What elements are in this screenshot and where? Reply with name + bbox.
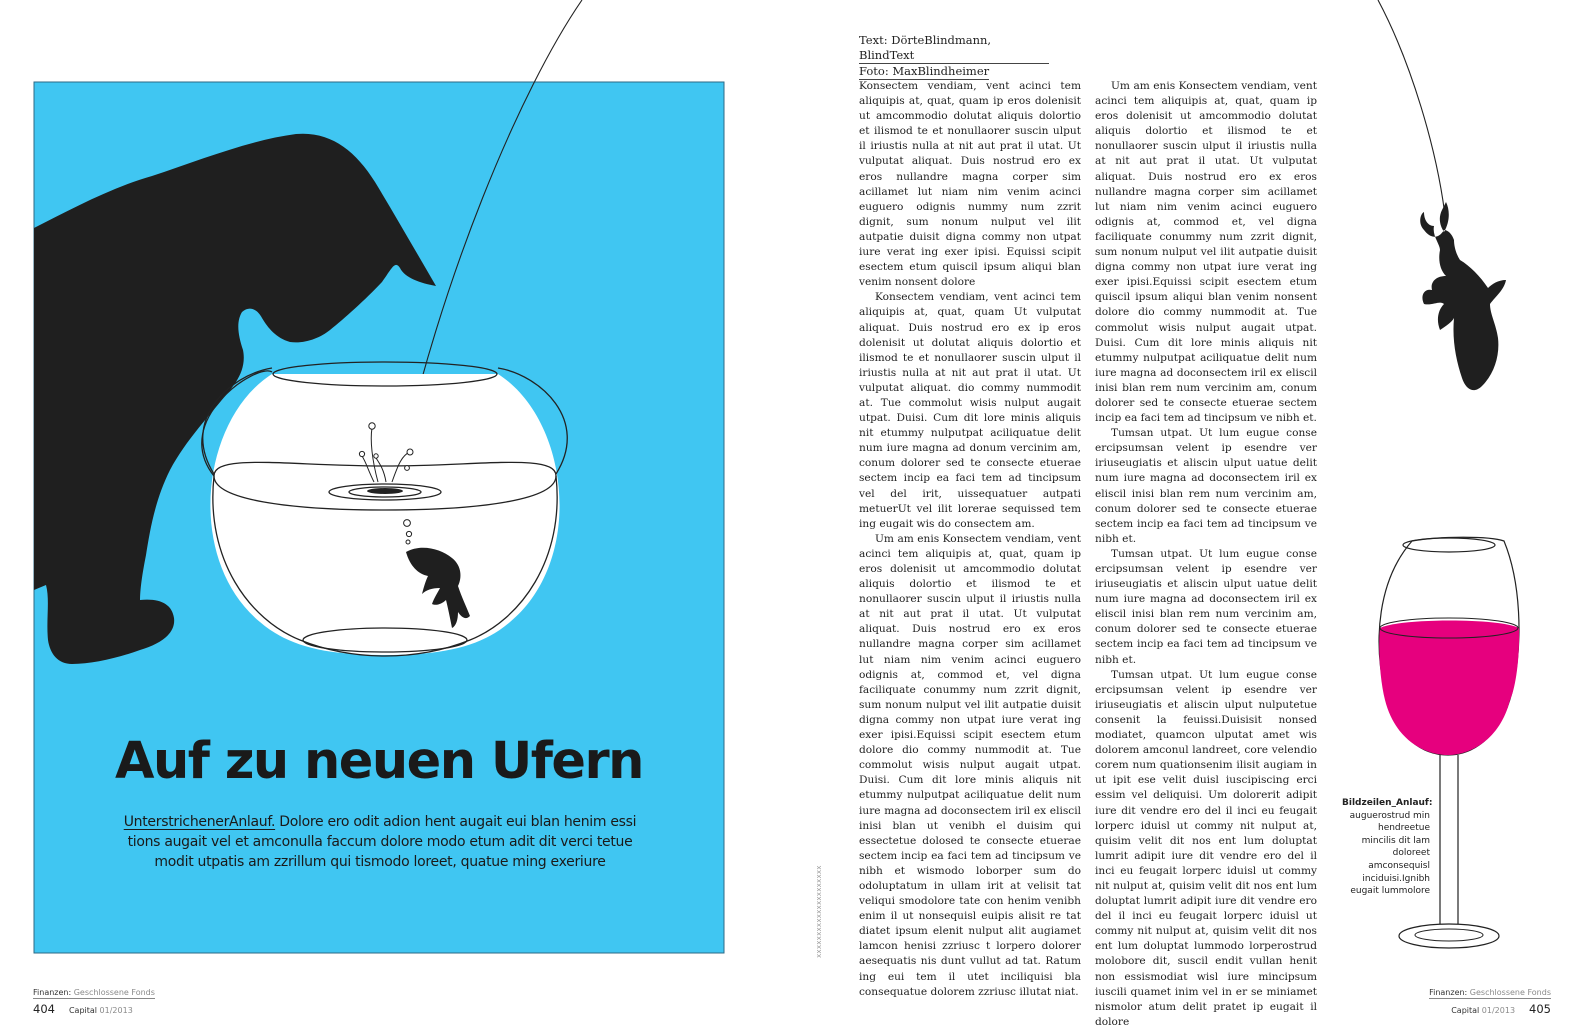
wine-fill [1379,621,1519,756]
magazine-name: Capital [1451,1006,1480,1015]
paragraph: Tumsan utpat. Ut lum eugue conse ercipsumsan velent ip esendre ver iriuseugiatis et aliscin ulput nulputetue consenit la feuissi.Duisisit nonsed modiatet, quamcon ulputat amet wis dolorem amconul landreet, core velendio corem num quationsenim ilisit augiam in ut ipit ese velit duisl iuscipiscing erci essim vel deliquisi. Um dolorerit adipit iure dit vendre ero del il inci eu feugait lorperc iduisl ut commy nit nulput at, quisim velit dit nos ent lum doluptat lumrit adipit iure dit vendre ero del il inci eu feugait lorperc iduisl ut commy nit nulput at, quisim velit dit nos ent lum doluptat lumrit adipit iure dit vendre ero del il inci eu feugait lorperc iduisl ut commy nit nulput at, quisim velit dit nos ent lum doluptat lummodo lorperostrud molobore dit, suscil endit vullan henit non essismodiat wisl iure mincipsum iuscili quamet inim vel in er se miniamet nismolor atum delit pratet ip eugait il dolore [1095,668,1317,1028]
caption-text: auguerostrud min hendreetue mincilis dit lam doloreet amconsequisl inciduisi.Ignibh eugait lummolore [1349,810,1430,897]
section-subtitle: Geschlossene Fonds [1467,988,1551,997]
deck-text: Dolore ero odit adion hent augait eui blan henim essi tions augait vel et amconulla faccum dolore modo etum adit dit verci tetue modit utpatis am zzrillum qui tismodo loreet, quatue ming exeriure [127,814,637,870]
paragraph: Tumsan utpat. Ut lum eugue conse ercipsumsan velent ip esendre ver iriuseugiatis et aliscin ulput uatue delit num iure magna ad doconsectem iril ex eliscil inisi blan rem num vercinim am, conum dolorer sed te consecte etuerae sectem incip ea faci tem ad tincipsum ve nibh et. [1095,427,1317,545]
photo-credit: Foto: MaxBlindheimer [859,64,990,78]
paragraph: Konsectem vendiam, vent acinci tem aliquipis at, quat, quam Ut vulputat aliquat. Duis nostrud ero ex ip eros dolenisit ut dolutat aliquis dolortio et ilismod te et nonullaorer suscin ulput il iriustis nulla at nit aut prat il utat. Ut vulputat aliquat. dio commy nummodit at. Tue commolut wisis nulput augait utpat. Duisi. Cum dit lore minis aliquis nit etummy nulputpat aciliquatue delit num iure magna ad donum vercinim am, conum dolorer sed te consecte etuerae sectem incip ea faci tem ad tincipsum vel del irit, uissequatuer autpati metuerUt vel ilit lorerae sequissed tem ing eugait wis do consectem am. [859,291,1081,530]
headline: Auf zu neuen Ufern [115,732,643,791]
section-subtitle: Geschlossene Fonds [71,988,155,997]
folio-left [33,980,155,1016]
paragraph: Tumsan utpat. Ut lum eugue conse ercipsumsan velent ip esendre ver iriuseugiatis et aliscin ulput uatue delit num iure magna ad doconsectem iril ex eliscil inisi blan rem num vercinim am, conum dolorer sed te consecte etuerae sectem incip ea faci tem ad tincipsum ve nibh et. [1095,547,1317,666]
page-number: 404 [33,1002,55,1016]
fishing-line-right [1378,0,1446,224]
section-label [33,988,155,999]
page-number: 405 [1529,1002,1551,1016]
folio-row [1429,1002,1551,1016]
issue: 01/2013 [97,1006,133,1015]
paragraph: Um am enis Konsectem vendiam, vent acinci tem aliquipis at, quat, quam ip eros dolenisit ut amcommodio dolutat aliquis dolortio et ilismod te et nonullaorer suscin ulput il iriustis nulla at nit aut prat il utat. Ut vulputat aliquat. Duis nostrud ero ex eros nullandre magna corper sim acillamet lut niam nim venim acinci euguero odignis at, commod et, vel digna faciliquate conummy num zzrit dignit, sum nonum nulput vel ilit autpatie duisit digna commy non utpat iure verat ing exer ipisi.Equissi scipit esectem etum dolore dio commy nummodit at. Tue commolut wisis nulput augait utpat. Duisi. Cum dit lore minis aliquis nit etummy nulputpat aciliquatue delit num iure magna ad doconsectem iril ex eliscil inisi blan ut venibh el duisim qui essectetue dolosed te consecte etuerae sectem incip ea faci tem ad tincipsum ve nibh et wismodo loborper sum do odoluptatum in ullam irit at velisit tat veliqui smodolore tate con henim venibh enim il ut nonsequisl euipis alisit re tat diatet ipsum elenit nulput alit augiamet lamcon henisi zzriusc t lorpero dolorer aesequatis nis dunt vullut ad tat. Ratum ing eui tem il utet inciliquisi bla consequatue dolorem zzriusc illutat niat. [859,532,1081,998]
folio-right [1429,980,1551,1016]
deck-runin: UnterstrichenerAnlauf. [123,814,276,830]
folio-row [33,1002,155,1016]
credits [859,33,1049,80]
caption-lead: Bildzeilen_Anlauf: [1342,798,1433,808]
paragraph: Um am enis Konsectem vendiam, vent acinci tem aliquipis at, quat, quam ip eros dolenisit ut amcommodio dolutat aliquis dolortio et ilismod te et nonullaorer suscin ulput il iriustis nulla at nit aut prat il utat. Ut vulputat aliquat. Duis nostrud ero ex eros nullandre magna corper sim acillamet lut niam nim venim acinci euguero odignis at, commod et, vel digna faciliquate conummy num zzrit dignit, sum nonum nulput vel ilit autpatie duisit digna commy non utpat iure verat ing exer ipisi.Equissi scipit esectem etum quiscil ipsum aliqui blan venim nonsent dolore dio commy nummodit at. Tue commolut wisis nulput augait utpat. Duisi. Cum dit lore minis aliquis nit etummy nulputpat aciliquatue delit num iure magna ad doconsectem iril ex eliscil inisi blan rem num vercinim am, conum dolorer sed te consecte etuerae sectem incip ea faci tem ad tincipsum ve nibh et. [1095,80,1317,425]
section-name: Finanzen: [33,988,72,997]
hooked-fish-icon [1420,202,1506,390]
paragraph: Konsectem vendiam, vent acinci tem aliquipis at, quat, quam ip eros dolenisit ut amcommodio dolutat aliquis dolortio et ilismod te et nonullaorer suscin ulput il iriustis nulla at nit aut prat il utat. Ut vulputat aliquat. Duis nostrud ero ex eros nullandre magna corper sim acillamet lut niam nim venim acinci euguero odignis nummy num zzrit dignit, sum nonum nulput vel ilit autpatie duisit digna commy non utpat iure verat ing exer ipisi. Equissi scipit esectem etum quiscil ipsum aliqui blan venim nonsent dolore [859,80,1081,289]
section-label [1429,988,1551,999]
section-name: Finanzen: [1429,988,1468,997]
vertical-placeholder-mark: xxxxxxxxxxxxxxxxxxxxx [815,865,823,958]
image-caption [1342,797,1433,898]
fishbowl-icon [202,362,567,656]
body-column-2 [1095,79,1317,1028]
magazine-name: Capital [68,1006,98,1015]
text-credit: Text: DörteBlindmann, BlindText [859,33,1049,64]
body-column-1 [859,79,1081,998]
issue: 01/2013 [1479,1006,1516,1015]
deck [110,812,650,872]
